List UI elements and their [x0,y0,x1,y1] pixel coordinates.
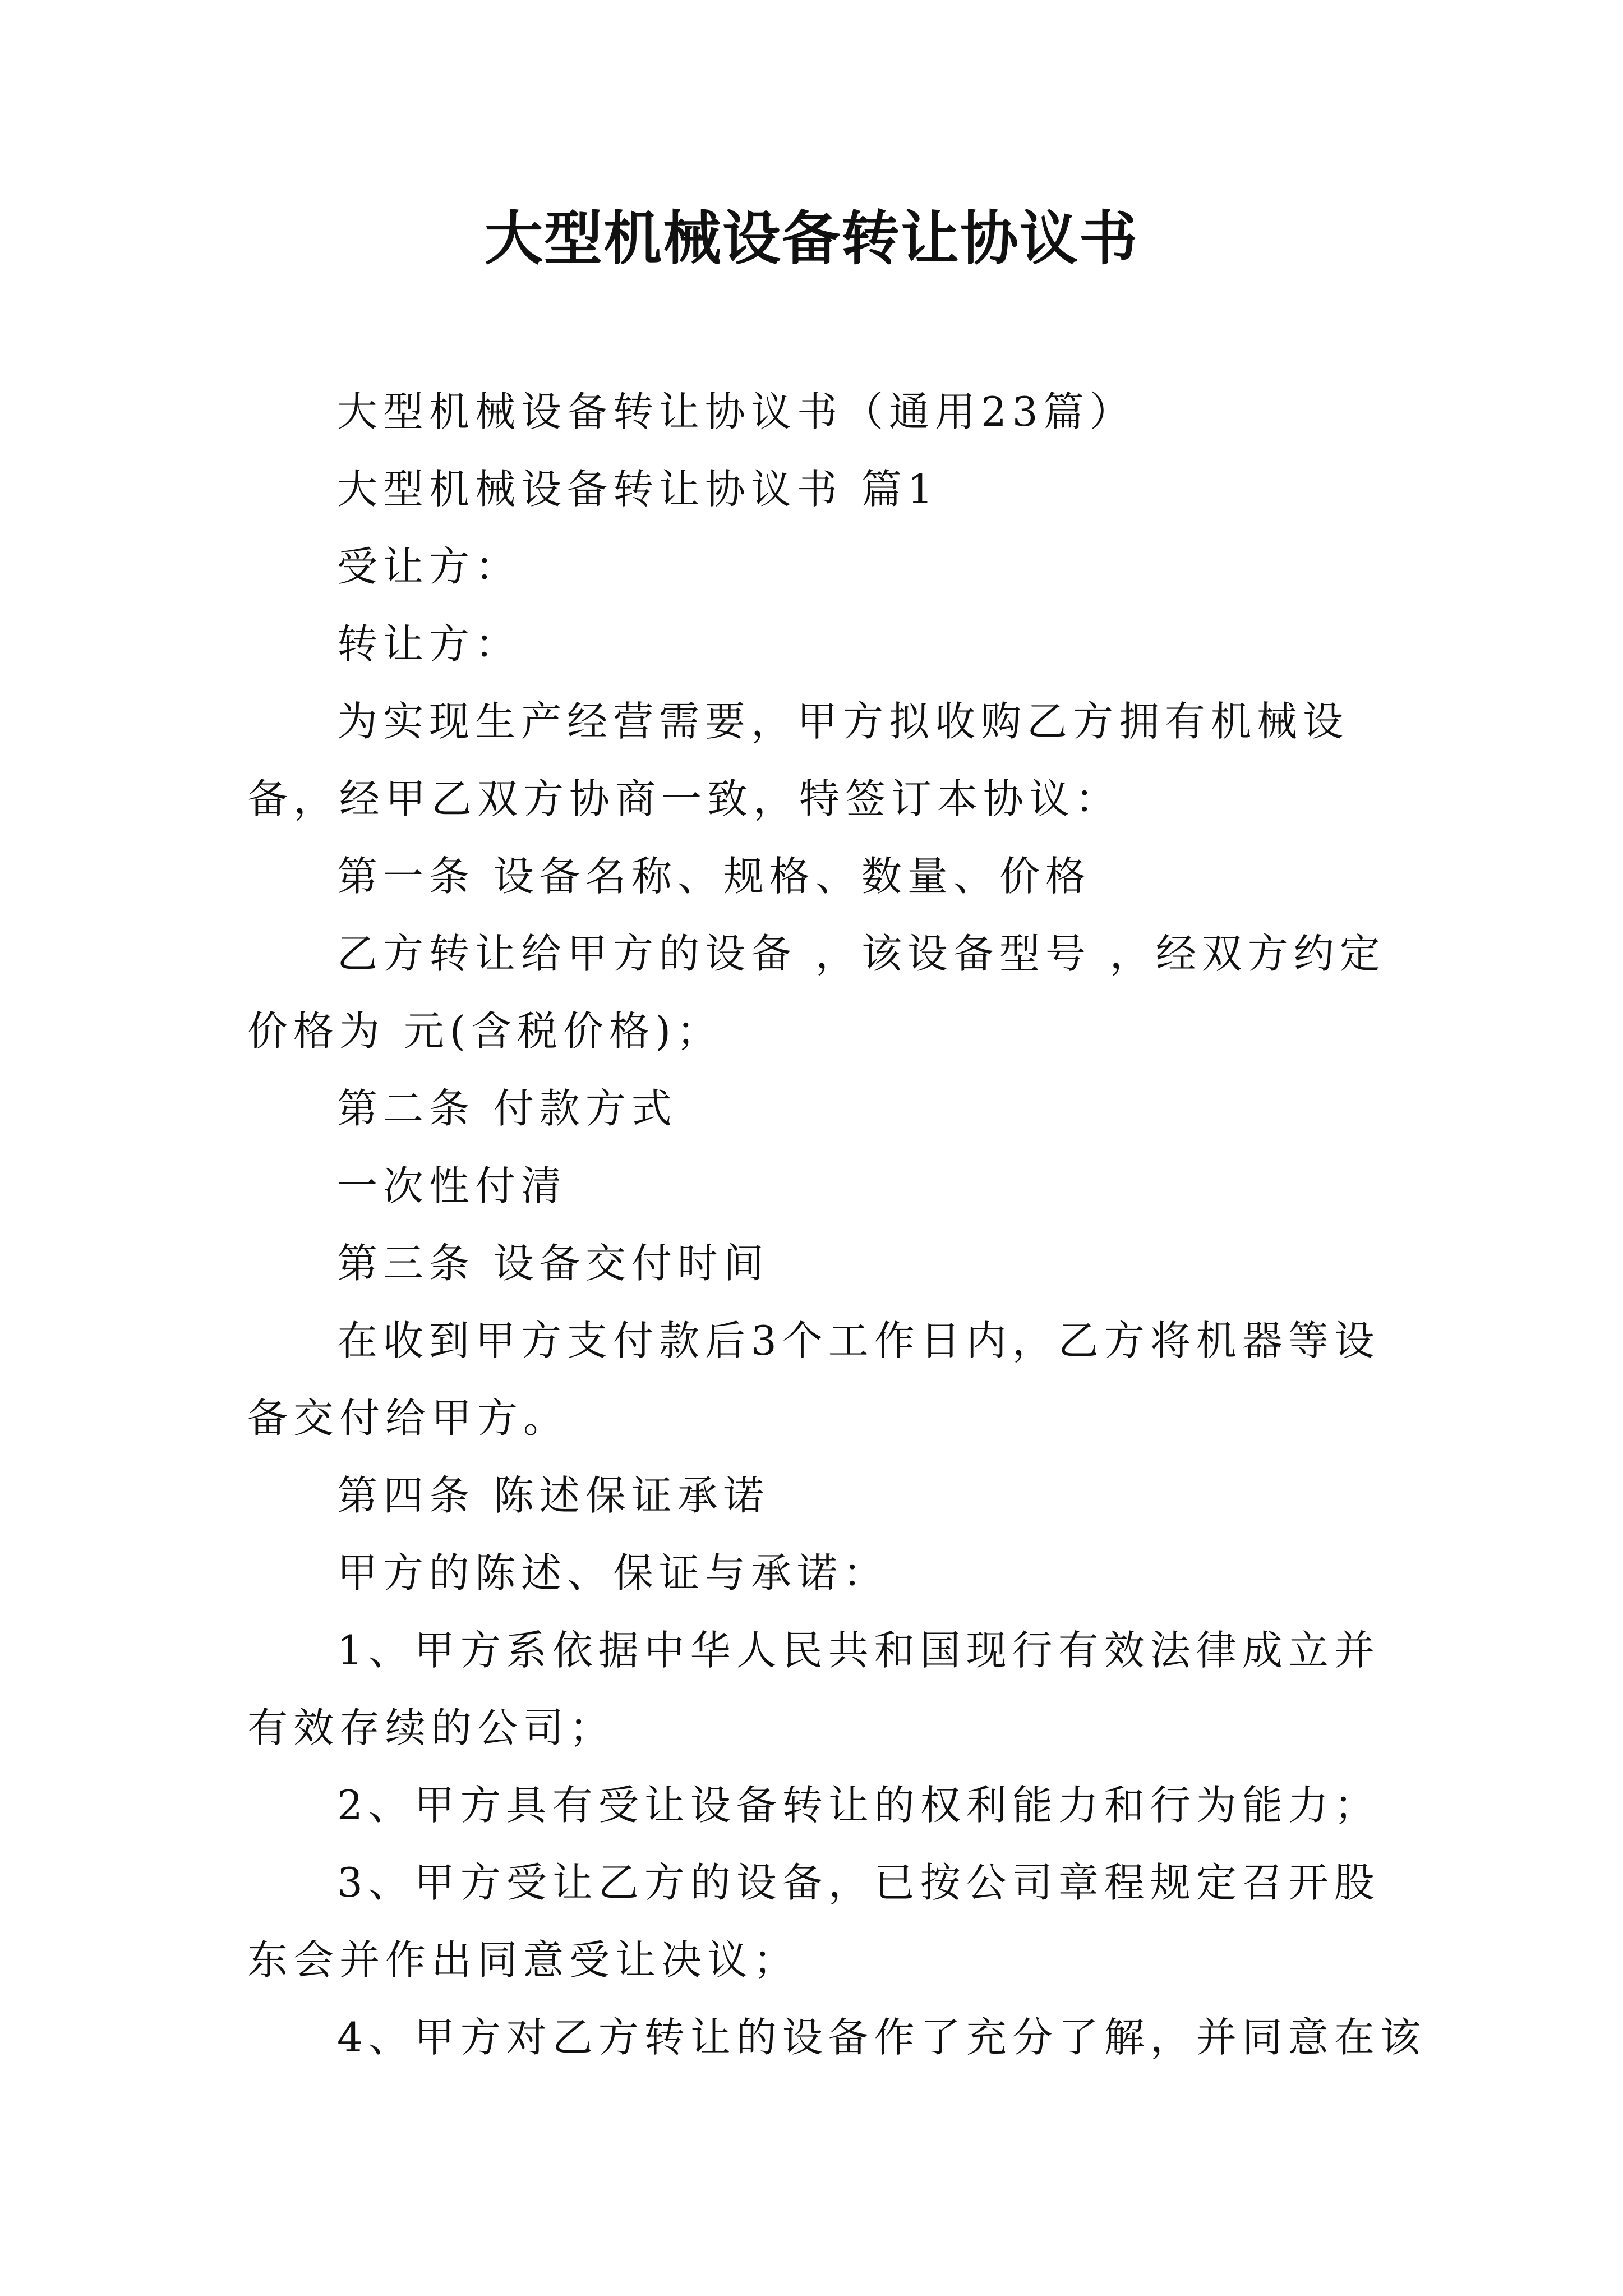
article-1-heading: 第一条 设备名称、规格、数量、价格 [337,853,1091,900]
statement-item-2: 2、甲方具有受让设备转让的权利能力和行为能力； [337,1782,1380,1829]
party-transferor-label: 转让方： [337,620,522,668]
article-3-paragraph: 在收到甲方支付款后3个工作日内，乙方将机器等设备交付给甲方。 [247,1317,1380,1442]
statement-item-1: 1、甲方系依据中华人民共和国现行有效法律成立并有效存续的公司； [247,1627,1380,1751]
article-3-heading: 第三条 设备交付时间 [337,1240,769,1287]
section-heading: 大型机械设备转让协议书 篇1 [337,466,939,513]
article-2-heading: 第二条 付款方式 [337,1085,677,1132]
subtitle-paragraph: 大型机械设备转让协议书（通用23篇） [337,388,1136,435]
statement-item-4: 4、甲方对乙方转让的设备作了充分了解，并同意在该 [337,2014,1426,2061]
party-a-statements-heading: 甲方的陈述、保证与承诺： [337,1549,889,1596]
document-title: 大型机械设备转让协议书 [484,204,1138,273]
article-1-paragraph: 乙方转让给甲方的设备 ，该设备型号 ，经双方约定价格为 元(含税价格)； [247,930,1386,1055]
statement-item-3: 3、甲方受让乙方的设备，已按公司章程规定召开股东会并作出同意受让决议； [247,1859,1380,1984]
article-2-paragraph: 一次性付清 [337,1162,568,1209]
article-4-heading: 第四条 陈述保证承诺 [337,1472,769,1519]
preamble-paragraph: 为实现生产经营需要，甲方拟收购乙方拥有机械设备，经甲乙双方协商一致，特签订本协议： [247,698,1349,822]
document-body [247,373,1426,2076]
party-transferee-label: 受让方： [337,543,522,590]
